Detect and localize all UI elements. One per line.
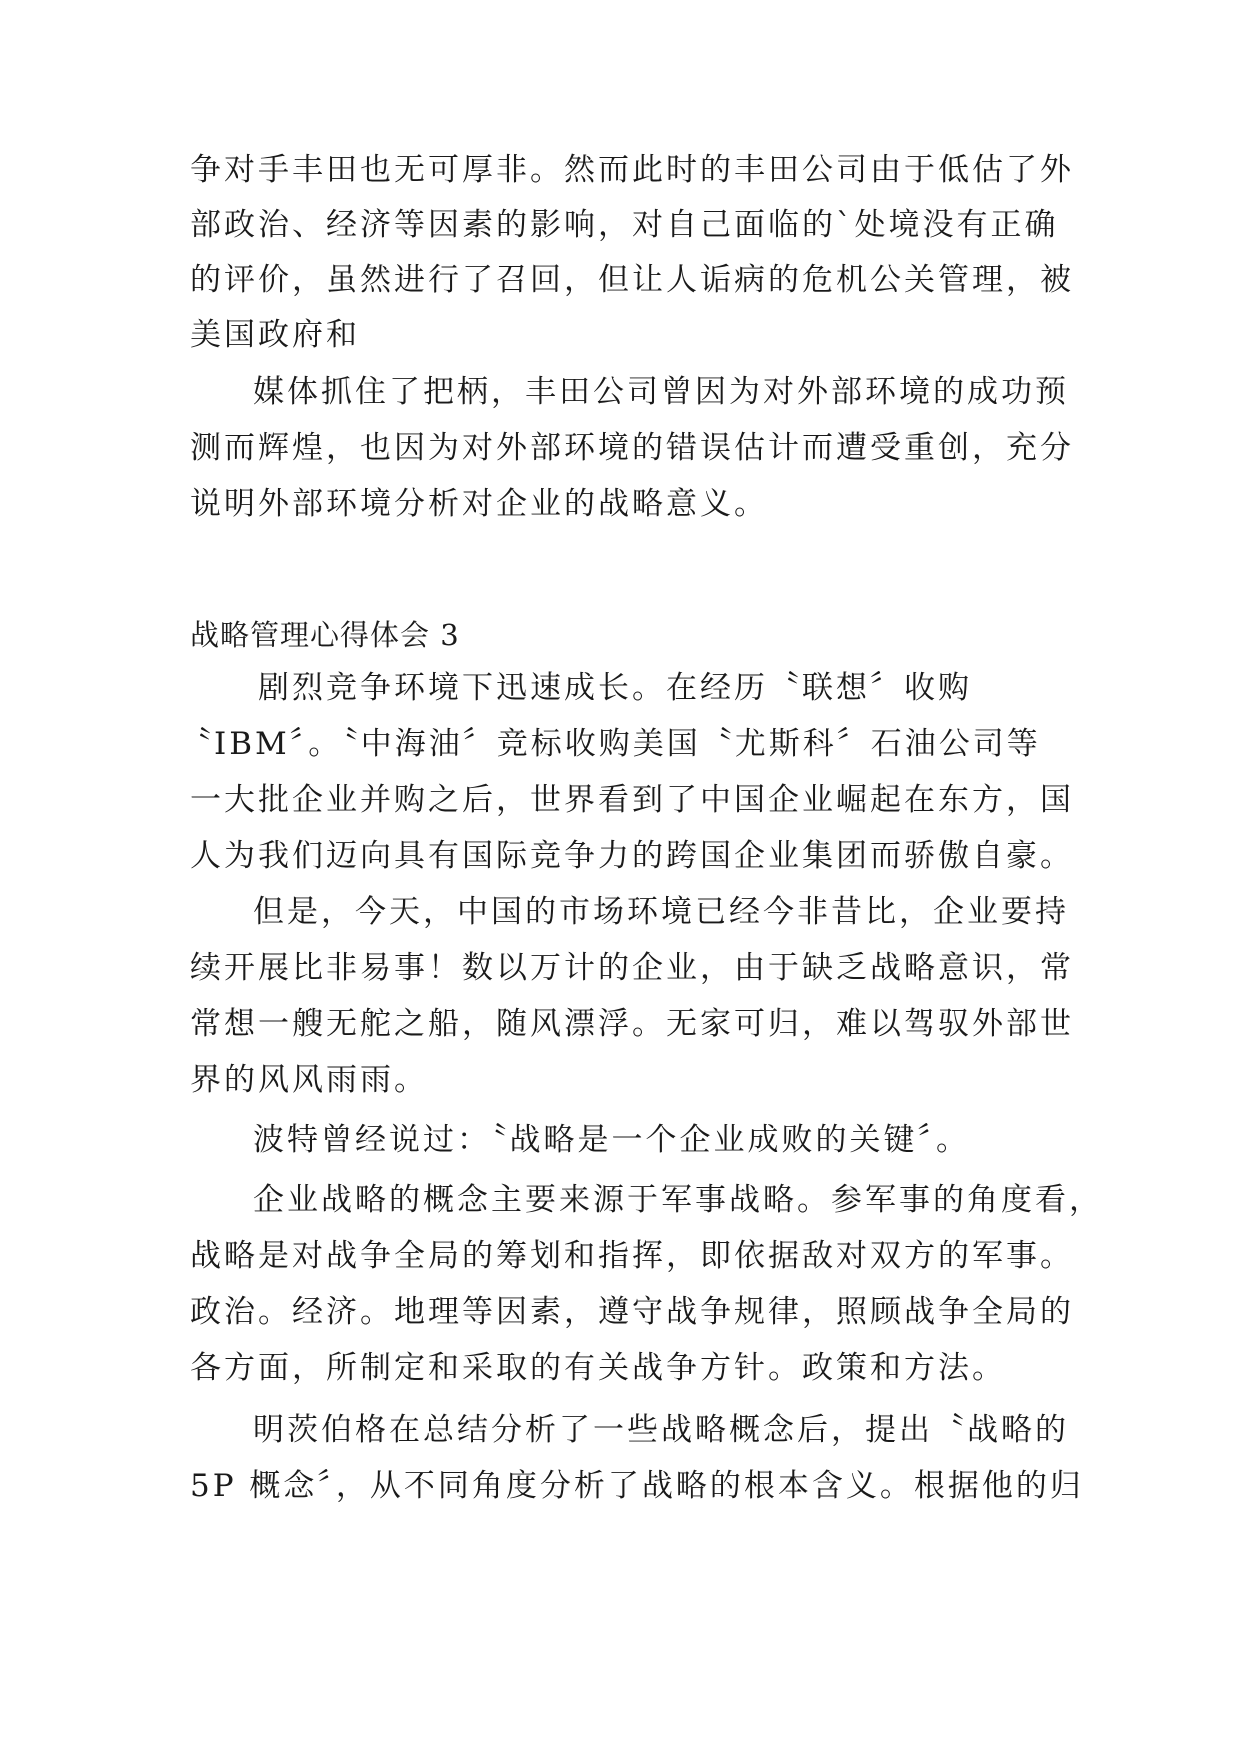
text-line: 剧烈竞争环境下迅速成长。在经历〝联想〞收购 (258, 670, 972, 706)
text-line: 测而辉煌，也因为对外部环境的错误估计而遭受重创，充分 (190, 430, 1074, 466)
text-line: 企业战略的概念主要来源于军事战略。参军事的角度看， (253, 1182, 1103, 1218)
text-line: 各方面，所制定和采取的有关战争方针。政策和方法。 (190, 1350, 1006, 1386)
text-line: 但是，今天，中国的市场环境已经今非昔比，企业要持 (253, 894, 1069, 930)
text-line: 常想一艘无舵之船，随风漂浮。无家可归，难以驾驭外部世 (190, 1006, 1074, 1042)
text-line: 媒体抓住了把柄，丰田公司曾因为对外部环境的成功预 (253, 374, 1069, 410)
text-line: 战略是对战争全局的筹划和指挥，即依据敌对双方的军事。 (190, 1238, 1074, 1274)
section-heading: 战略管理心得体会 3 (190, 618, 460, 652)
text-line: 争对手丰田也无可厚非。然而此时的丰田公司由于低估了外 (190, 152, 1074, 188)
text-line: 部政治、经济等因素的影响，对自己面临的`处境没有正确 (190, 207, 1059, 243)
text-line: 界的风风雨雨。 (190, 1062, 428, 1098)
text-line: 续开展比非易事！数以万计的企业，由于缺乏战略意识，常 (190, 950, 1074, 986)
text-line: 一大批企业并购之后，世界看到了中国企业崛起在东方，国 (190, 782, 1074, 818)
text-line: 美国政府和 (190, 317, 360, 353)
text-line: 说明外部环境分析对企业的战略意义。 (190, 486, 768, 522)
text-line: 波特曾经说过：〝战略是一个企业成败的关键〞。 (253, 1122, 970, 1158)
text-line: 政治。经济。地理等因素，遵守战争规律，照顾战争全局的 (190, 1294, 1074, 1330)
text-line: 的评价，虽然进行了召回，但让人诟病的危机公关管理，被 (190, 262, 1074, 298)
text-line: 5P 概念〞，从不同角度分析了战略的根本含义。根据他的归 (190, 1468, 1084, 1504)
text-line: 人为我们迈向具有国际竞争力的跨国企业集团而骄傲自豪。 (190, 838, 1074, 874)
text-line: 〝IBM〞。〝中海油〞竞标收购美国〝尤斯科〞石油公司等 (180, 726, 1041, 762)
text-line: 明茨伯格在总结分析了一些战略概念后，提出〝战略的 (253, 1412, 1069, 1448)
